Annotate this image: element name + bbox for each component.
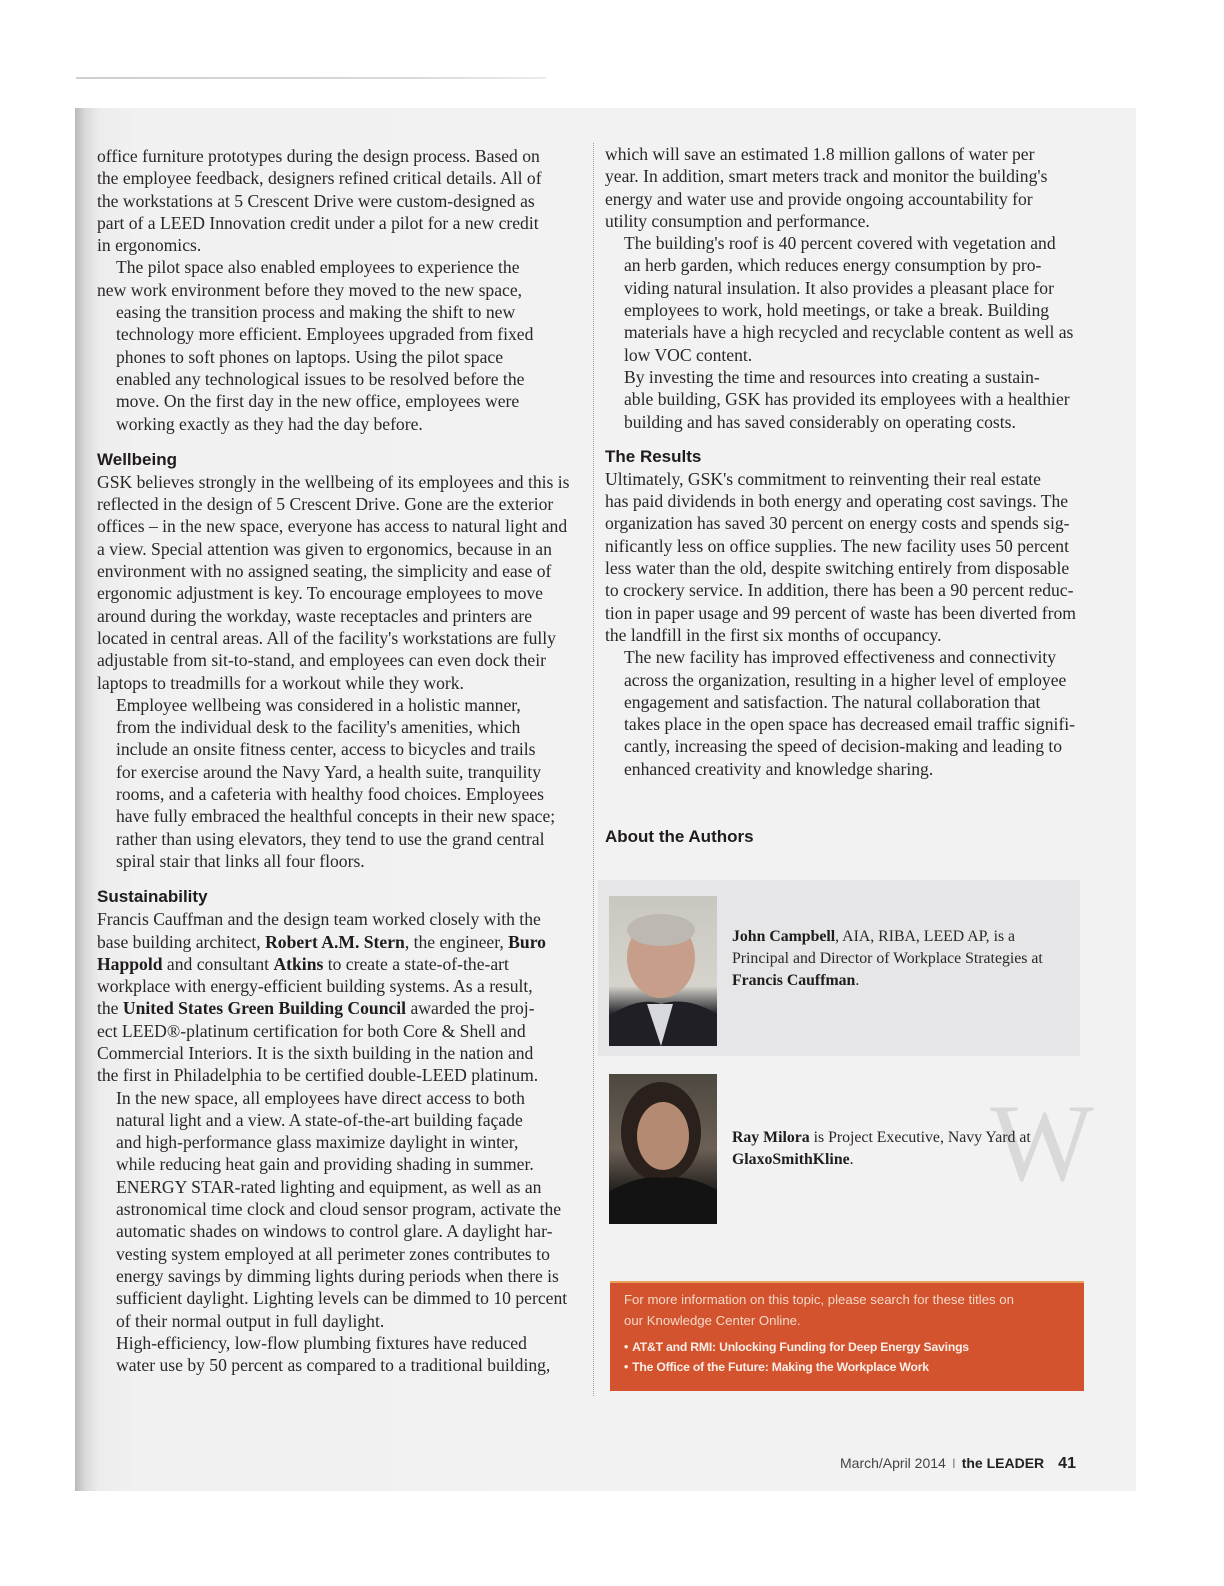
paragraph-roof: The building's roof is 40 percent covered with vegetation and an herb garden, which reduces energy consumption by pro- viding natural insulation. It also provides a pleasant place for employees to work, hold meetings, or take a break. Building materials have a high recycled and recyclable content as well as low VOC content. [624, 233, 1074, 365]
author-company: Francis Cauffman [732, 972, 856, 989]
bullet-icon: • [624, 1340, 629, 1354]
author-company: GlaxoSmithKline [732, 1151, 850, 1168]
paragraph-daylight: In the new space, all employees have direct access to both natural light and a view. A state-of-the-art building façade and high-performance glass maximize daylight in winter, while reducing heat gain and providing shading in summer. ENERGY STAR-rated lighting and equipment, as well as an astronomical time clock and cloud sensor program, activate the automatic shades on windows to control glare. A daylight har- vesting system employed at all perimeter zones contributes to energy savings by dimming lights during periods when there is sufficient daylight. Lighting levels can be dimmed to 10 percent of their normal output in full daylight. [116, 1087, 568, 1331]
consultant-name: Atkins [273, 953, 324, 974]
author-name: Ray Milora [732, 1129, 810, 1146]
left-column [97, 145, 572, 1376]
right-column [605, 143, 1080, 848]
paragraph-investing: By investing the time and resources into creating a sustain- able building, GSK has provided its employees with a healthier building and has saved considerably on operating costs. [624, 366, 1070, 432]
paragraph-results: Ultimately, GSK's commitment to reinventing their real estate has paid dividends in both energy and operating cost savings. The organization has saved 30 percent on energy costs and spends sig- nificantly less on office supplies. The new facility uses 50 percent less water than the old, despite switching entirely from disposable to crockery service. In addition, there has been a 90 percent reduc- tion in paper usage and 99 percent of waste has been diverted from the landfill in the first six months of occupancy. [605, 468, 1076, 645]
top-rule [76, 77, 546, 79]
paragraph-prototypes: office furniture prototypes during the design process. Based on the employee feedback, designers refined critical details. All of the workstations at 5 Crescent Drive were custom-designed as part of a LEED Innovation credit under a pilot for a new credit in ergonomics. [97, 146, 542, 256]
paragraph-design-team: Francis Cauffman and the design team worked closely with the base building architect, Robert A.M. Stern, the engineer, Buro Happold and consultant Atkins to create a state-of-the-art workplace with energy-efficient building systems. As a result, the United States Green Building Council awarded the proj- ect LEED®-platinum certification for both Core & Shell and Commercial Interiors. It is the sixth building in the nation and the first in Philadelphia to be certified double-LEED platinum. [97, 909, 546, 1086]
heading-sustainability: Sustainability [97, 887, 208, 907]
author-photo-john-campbell [609, 896, 717, 1046]
portrait-icon [609, 896, 717, 1046]
paragraph-holistic: Employee wellbeing was considered in a holistic manner, from the individual desk to the facility's amenities, which include an onsite fitness center, access to bicycles and trails for exercise around the Navy Yard, a health suite, tranquility rooms, and a cafeteria with healthy food choices. Employees have fully embraced the healthful concepts in their new space; rather than using elevators, they tend to use the grand central spiral stair that links all four floors. [116, 694, 556, 871]
engineer-name: Buro [508, 931, 546, 952]
paragraph-water-savings: which will save an estimated 1.8 million gallons of water per year. In addition, smart meters track and monitor the building's energy and water use and provide ongoing accountability for utility consumption and performance. [605, 144, 1048, 231]
heading-wellbeing: Wellbeing [97, 449, 177, 469]
architect-name: Robert A.M. Stern [265, 931, 405, 952]
bullet-icon: • [624, 1360, 629, 1374]
magazine-name: the LEADER [961, 1455, 1045, 1471]
paragraph-plumbing: High-efficiency, low-flow plumbing fixtures have reduced water use by 50 percent as compared to a traditional building, [116, 1332, 551, 1376]
background-drop-cap-watermark: W [990, 1082, 1094, 1204]
knowledge-center-box [610, 1281, 1084, 1391]
column-divider [593, 143, 594, 1396]
footer-separator: I [951, 1455, 956, 1471]
related-title-link[interactable]: • The Office of the Future: Making the Workplace Work [624, 1360, 929, 1374]
paragraph-pilot-space: The pilot space also enabled employees to experience the new work environment before they moved to the new space, easing the transition process and making the shift to new technology more efficient. Employees upgraded from fixed phones to soft phones on laptops. Using the pilot space enabled any technological issues to be resolved before the move. On the first day in the new office, employees were working exactly as they had the day before. [97, 257, 534, 434]
author-bio-john-campbell: John Campbell, AIA, RIBA, LEED AP, is a Principal and Director of Workplace Strategies at Francis Cauffman. [732, 928, 1043, 989]
page-footer [840, 1455, 1076, 1473]
heading-results: The Results [605, 446, 702, 466]
usgbc-name: United States Green Building Council [122, 998, 407, 1019]
author-photo-ray-milora [609, 1074, 717, 1224]
author-name: John Campbell [732, 928, 836, 945]
related-titles-list [624, 1337, 1070, 1377]
page-number: 41 [1058, 1455, 1076, 1472]
author-bio-ray-milora: Ray Milora is Project Executive, Navy Yard at GlaxoSmithKline. [732, 1129, 1031, 1168]
paragraph-connectivity: The new facility has improved effectiveness and connectivity across the organization, resulting in a higher level of employee engagement and satisfaction. The natural collaboration that takes place in the open space has decreased email traffic signifi- cantly, increasing the speed of decision-making and leading to enhanced creativity and knowledge sharing. [624, 647, 1076, 779]
knowledge-center-intro: For more information on this topic, please search for these titles on our Knowledge Center Online. [624, 1292, 1014, 1328]
related-title-link[interactable]: • AT&T and RMI: Unlocking Funding for Deep Energy Savings [624, 1340, 969, 1354]
paragraph-wellbeing: GSK believes strongly in the wellbeing of its employees and this is reflected in the design of 5 Crescent Drive. Gone are the exterior offices – in the new space, everyone has access to natural light and a view. Special attention was given to ergonomics, because in an environment with no assigned seating, the simplicity and ease of ergonomic adjustment is key. To encourage employees to move around during the workday, waste receptacles and printers are located in central areas. All of the facility's workstations are fully adjustable from sit-to-stand, and employees can even dock their laptops to treadmills for a workout while they work. [97, 471, 570, 693]
engineer-name-cont: Happold [97, 953, 163, 974]
issue-date: March/April 2014 [840, 1455, 946, 1471]
heading-about-authors: About the Authors [605, 827, 754, 847]
portrait-icon [609, 1074, 717, 1224]
